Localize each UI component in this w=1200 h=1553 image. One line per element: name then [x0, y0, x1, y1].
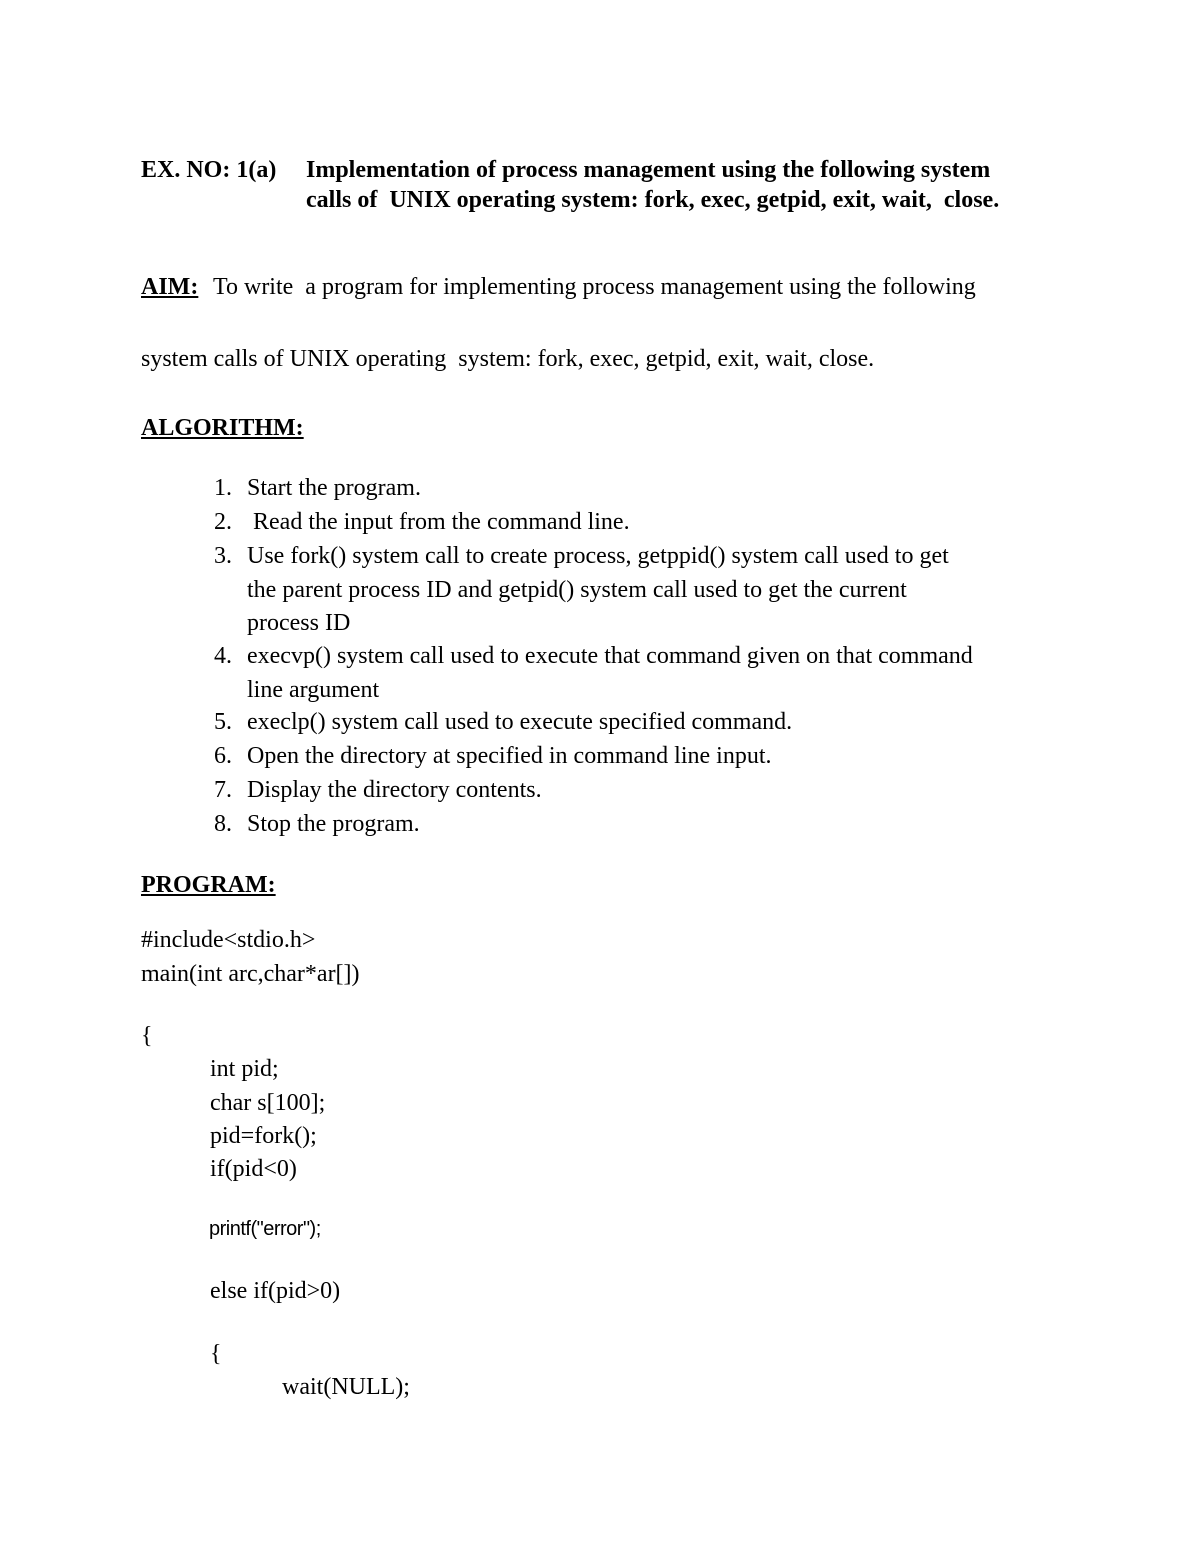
step-text: Display the directory contents. — [247, 777, 542, 803]
aim-text-line-1: To write a program for implementing process management using the following — [213, 274, 976, 300]
step-text: Use fork() system call to create process, getppid() system call used to get — [247, 543, 949, 569]
code-line: if(pid<0) — [210, 1156, 297, 1182]
step-text-continued: process ID — [247, 610, 351, 636]
step-text: Stop the program. — [247, 811, 420, 837]
step-number: 3. — [214, 543, 232, 569]
step-text: execlp() system call used to execute specified command. — [247, 709, 793, 735]
code-line: int pid; — [210, 1056, 279, 1082]
code-line: printf("error"); — [209, 1218, 321, 1240]
step-text: execvp() system call used to execute that command given on that command — [247, 643, 973, 669]
step-number: 2. — [214, 509, 232, 535]
title-line-1: Implementation of process management using the following system — [306, 157, 991, 183]
title-line-2: calls of UNIX operating system: fork, exec, getpid, exit, wait, close. — [306, 187, 1000, 213]
step-number: 6. — [214, 743, 232, 769]
step-number: 5. — [214, 709, 232, 735]
code-line: { — [141, 1023, 153, 1049]
exercise-number: EX. NO: 1(a) — [141, 157, 277, 183]
code-line: wait(NULL); — [282, 1374, 410, 1400]
code-line: pid=fork(); — [210, 1123, 317, 1149]
aim-label: AIM: — [141, 274, 199, 300]
step-text: Read the input from the command line. — [247, 509, 630, 535]
step-number: 1. — [214, 475, 232, 501]
code-line: else if(pid>0) — [210, 1278, 341, 1304]
code-line: #include<stdio.h> — [141, 927, 316, 953]
step-text-continued: the parent process ID and getpid() system call used to get the current — [247, 577, 907, 603]
step-number: 8. — [214, 811, 232, 837]
step-text: Start the program. — [247, 475, 421, 501]
code-line: { — [210, 1341, 222, 1367]
step-text: Open the directory at specified in command line input. — [247, 743, 772, 769]
step-number: 4. — [214, 643, 232, 669]
code-line: char s[100]; — [210, 1090, 326, 1116]
aim-text-line-2: system calls of UNIX operating system: fork, exec, getpid, exit, wait, close. — [141, 346, 875, 372]
program-heading: PROGRAM: — [141, 872, 276, 898]
algorithm-heading: ALGORITHM: — [141, 415, 304, 441]
step-text-continued: line argument — [247, 677, 380, 703]
code-line: main(int arc,char*ar[]) — [141, 961, 360, 987]
step-number: 7. — [214, 777, 232, 803]
